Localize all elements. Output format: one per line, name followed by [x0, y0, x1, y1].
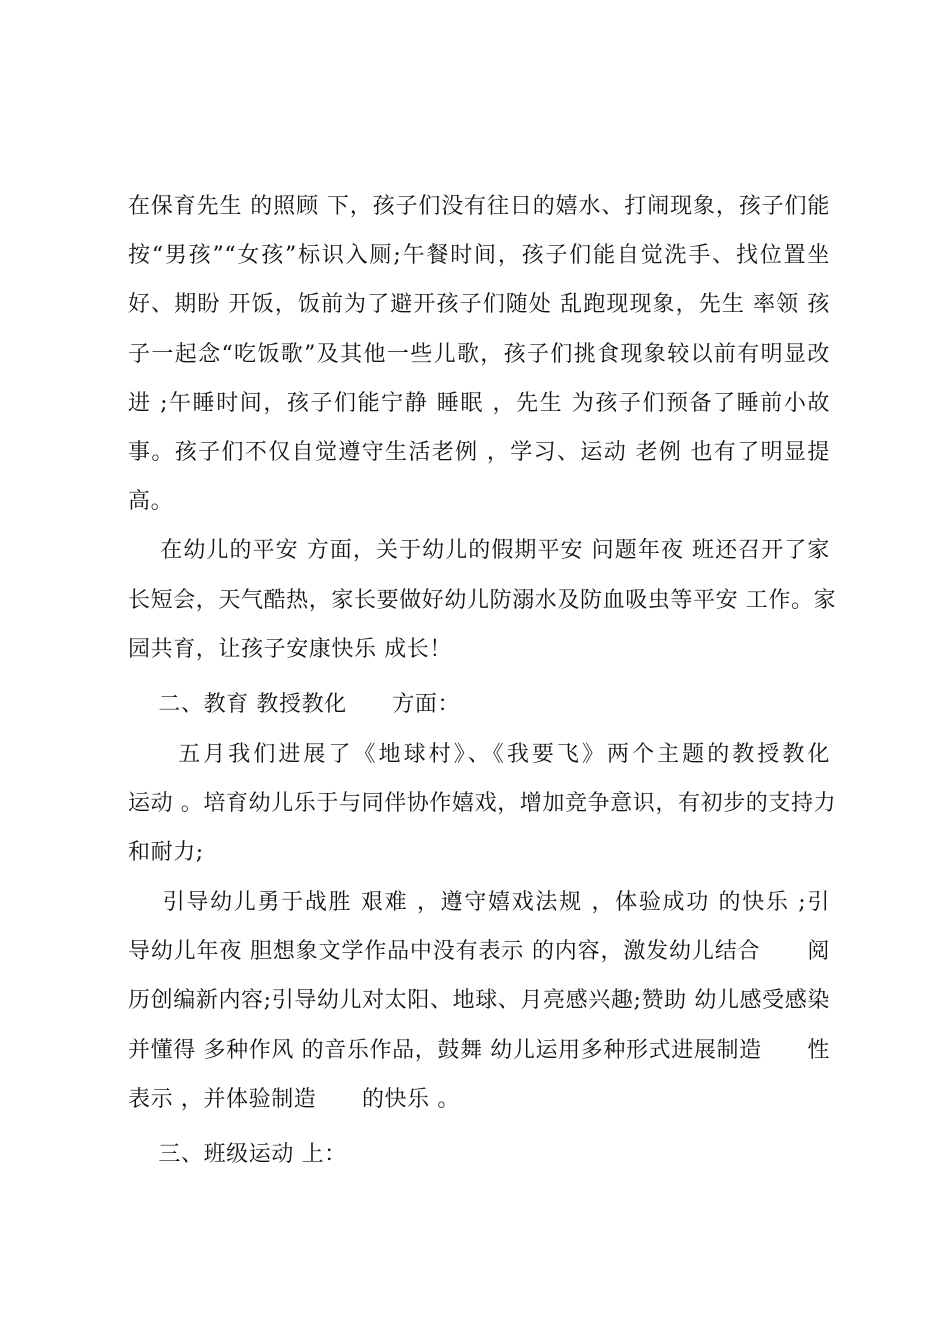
text-line: 高。: [128, 489, 174, 514]
section-heading: 三、班级运动 上：: [128, 1142, 347, 1167]
text-line: 按“男孩”“女孩”标识入厕;午餐时间，孩子们能自觉洗手、找位置坐: [128, 243, 830, 268]
text-line: 引导幼儿勇于战胜 艰难 ，遵守嬉戏法规 ，体验成功 的快乐 ;引: [128, 890, 830, 915]
text-line: 好、期盼 开饭，饭前为了避开孩子们随处 乱跑现现象，先生 率领 孩: [128, 292, 830, 317]
text-line: 长短会，天气酷热，家长要做好幼儿防溺水及防血吸虫等平安 工作。家: [128, 588, 837, 613]
text-line: 表示 ，并体验制造 的快乐 。: [128, 1087, 460, 1112]
text-line: 园共育，让孩子安康快乐 成长！: [128, 637, 452, 662]
text-line: 历创编新内容;引导幼儿对太阳、地球、月亮感兴趣;赞助 幼儿感受感染: [128, 988, 830, 1013]
text-line: 在幼儿的平安 方面，关于幼儿的假期平安 问题年夜 班还召开了家: [128, 538, 830, 563]
text-line: 运动 。培育幼儿乐于与同伴协作嬉戏，增加竞争意识，有初步的支持力: [128, 791, 837, 816]
text-line: 导幼儿年夜 胆想象文学作品中没有表示 的内容，激发幼儿结合 阅: [128, 939, 830, 964]
text-line: 进 ;午睡时间，孩子们能宁静 睡眠 ，先生 为孩子们预备了睡前小故: [128, 391, 830, 416]
text-line: 子一起念“吃饭歌”及其他一些儿歌，孩子们挑食现象较以前有明显改: [128, 342, 830, 367]
section-heading: 二、教育 教授教化 方面：: [128, 692, 461, 717]
text-line: 和耐力;: [128, 840, 204, 865]
text-line: 五月我们进展了《地球村》、《我要飞》两个主题的教授教化: [128, 742, 830, 767]
text-line: 并懂得 多种作风 的音乐作品，鼓舞 幼儿运用多种形式进展制造 性: [128, 1038, 830, 1063]
text-line: 在保育先生 的照顾 下，孩子们没有往日的嬉水、打闹现象，孩子们能: [128, 194, 830, 219]
text-line: 事。孩子们不仅自觉遵守生活老例 ，学习、运动 老例 也有了明显提: [128, 440, 830, 465]
